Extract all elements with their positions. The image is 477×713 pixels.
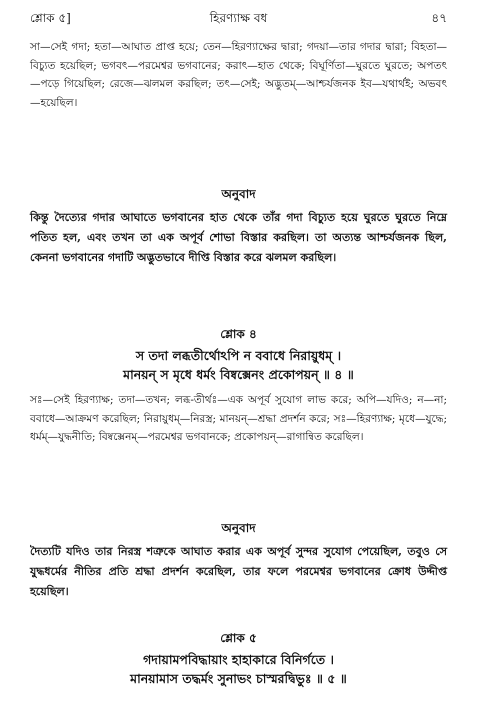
synonyms-verse-4: সঃ—সেই হিরণ্যাক্ষ; তদা—তখন; লব্ধ-তীর্থঃ—এক অপূর্ব সুযোগ লাভ করে; অপি—যদিও; ন—না; ববাধে—আক্রমণ করেছিল; নিরায়ুধম্—নিরস্ত্র; মানয়ন্—শ্রদ্ধা প্রদর্শন করে; সঃ—হিরণ্যাক্ষ; মৃধে—যুদ্ধে; ধর্মম্—যুদ্ধনীতি; বিষ্বক্সেনম্—পরমেশ্বর ভগবানকে; প্রকোপয়ন্—রাগান্বিত করেছিল।	[30, 394, 447, 443]
verse-5-text	[30, 650, 447, 688]
verse-4-heading: শ্লোক ৪	[220, 327, 257, 341]
page-header	[30, 10, 447, 28]
verse-5-heading: শ্লোক ৫	[220, 631, 257, 645]
header-chapter-title: হিরণ্যাক্ষ বধ	[209, 11, 268, 25]
verse-5-line-2: মানয়ামাস তদ্ধর্মং সুনাভং চাস্মরদ্বিভুঃ ॥ ৫ ॥	[130, 671, 347, 686]
header-verse-ref: শ্লোক ৫]	[30, 11, 71, 25]
synonyms-verse-3: সা—সেই গদা; হতা—আঘাত প্রাপ্ত হয়ে; তেন—হিরণ্যাক্ষের দ্বারা; গদয়া—তার গদার দ্বারা; বিহতা—বিচ্যুত হয়েছিল; ভগবৎ—পরমেশ্বর ভগবানের; করাৎ—হাত থেকে; বিঘূর্ণিতা—ঘুরতে ঘুরতে; অপতৎ—পড়ে গিয়েছিল; রেজে—ঝলমল করছিল; তৎ—সেই; অদ্ভুতম্—আশ্চর্যজনক ইব—যথার্থই; অভবৎ—হয়েছিল।	[30, 41, 447, 109]
verse-4-line-1: স তদা লব্ধতীর্থোঽপি ন ববাধে নিরায়ুধম্ ।	[135, 348, 342, 363]
translation-heading-1: অনুবাদ	[221, 187, 256, 201]
verse-4-text	[30, 346, 447, 384]
translation-verse-3: কিন্তু দৈত্যের গদার আঘাতে ভগবানের হাত থেকে তাঁর গদা বিচ্যুত হয়ে ঘুরতে ঘুরতে নিম্নে পতিত হল, এবং তখন তা এক অপূর্ব শোভা বিস্তার করছিল। তা অত্যন্ত আশ্চর্যজনক ছিল, কেননা ভগবানের গদাটি অদ্ভুতভাবে দীপ্তি বিস্তার করে ঝলমল করছিল।	[30, 211, 447, 264]
verse-5-line-1: গদায়ামপবিদ্ধায়াং হাহাকারে বিনির্গতে ।	[143, 652, 334, 667]
translation-heading-2: অনুবাদ	[221, 521, 256, 535]
header-page-number: ৪৭	[431, 11, 447, 25]
verse-4-line-2: মানয়ন্ স মৃধে ধর্মং বিষ্বক্সেনং প্রকোপয়ন্ ॥ ৪ ॥	[123, 367, 354, 382]
translation-verse-4: দৈত্যটি যদিও তার নিরস্ত্র শত্রুকে আঘাত করার এক অপূর্ব সুন্দর সুযোগ পেয়েছিল, তবুও সে যুদ্ধধর্মের নীতির প্রতি শ্রদ্ধা প্রদর্শন করেছিল, তার ফলে পরমেশ্বর ভগবানের ক্রোধ উদ্দীপ্ত হয়েছিল।	[30, 545, 447, 598]
